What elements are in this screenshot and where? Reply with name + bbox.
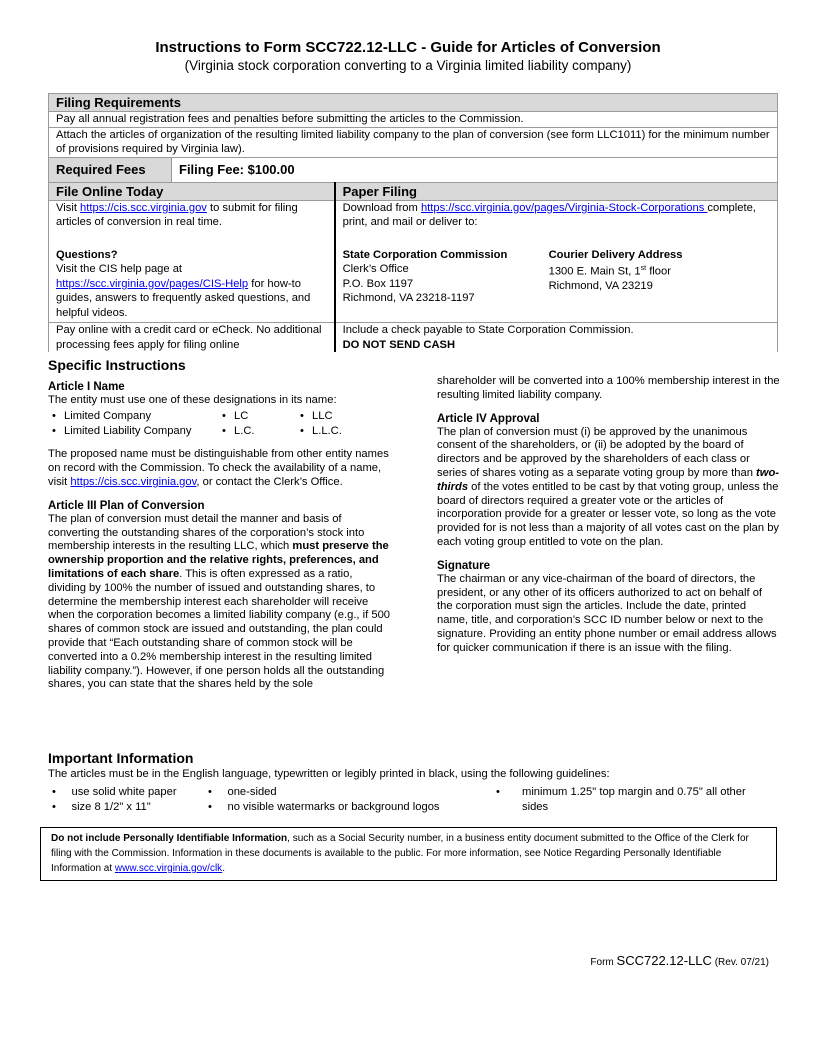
name-availability-link[interactable]: https://cis.scc.virginia.gov — [70, 475, 197, 488]
scc-heading: State Corporation Commission — [342, 248, 508, 261]
signature-paragraph: The chairman or any vice-chairman of the board of directors, the president, or any other of its officers authorized to act on behalf of the corporation must sign the articles. Include the date, printed name, title, and corporation’s SCC ID number below or next to the signature. Providing an entity phone number or email address allows for quicker communication if there is an issue with the filing. — [437, 572, 777, 654]
page-title: Instructions to Form SCC722.12-LLC - Guide for Articles of Conversion — [155, 39, 661, 56]
scc-line2: P.O. Box 1197 — [342, 277, 414, 290]
paper-text-pre: Download from — [342, 201, 421, 214]
designation-item: L.L.C. — [312, 424, 342, 437]
designation-item: LLC — [312, 409, 333, 422]
important-information-heading: Important Information — [48, 750, 194, 766]
paper-text-post: complete, print, and mail or deliver to: — [342, 201, 756, 228]
file-online-body — [49, 200, 335, 323]
clerk-link[interactable]: www.scc.virginia.gov/clk — [114, 863, 223, 874]
article-4-heading: Article IV Approval — [437, 412, 540, 425]
designation-item: Limited Company — [64, 409, 152, 422]
courier-line2: Richmond, VA 23219 — [548, 280, 653, 293]
guideline-item: • use solid white paper — [52, 785, 212, 800]
paper-payment-note — [335, 323, 778, 353]
filing-requirements-heading: Filing Requirements — [49, 94, 778, 112]
paper-check-text: Include a check payable to State Corporation Commission. — [342, 324, 634, 336]
left-column — [48, 380, 393, 701]
scc-address — [343, 248, 533, 306]
article-4-paragraph: The plan of conversion must (i) be approved by the unanimous consent of the shareholders, or (ii) be adopted by the board of directors and be approved by the shareholders of each class or series of shares voting as a separate voting group by more than two-thirds of the votes entitled to be cast by that voting group, unless the board of directors required a greater vote or the articles of incorporation provide for a greater or lesser vote, so long as the vote provided for is not less than a majority of all votes cast on the plan by each voting group entitled to vote on the plan. — [437, 425, 780, 548]
form-footer: Form SCC722.12-LLC (Rev. 07/21) — [590, 953, 769, 968]
pii-notice: Do not include Personally Identifiable Information, such as a Social Security number, in a business entity document submitted to the Office of the Clerk for filing with the Commission. Information in these documents is available to the public. For more information, see Notice Regarding Personally Identifiable Information at www.scc.virginia.gov/clk. — [40, 827, 777, 881]
questions-text-pre: Visit the CIS help page at — [56, 263, 183, 275]
paper-filing-heading: Paper Filing — [335, 182, 778, 200]
right-column — [437, 375, 780, 665]
designation-item: LC — [234, 409, 249, 422]
courier-line1: 1300 E. Main St, 1st floor — [548, 265, 671, 278]
article-3-heading: Article III Plan of Conversion — [48, 499, 205, 512]
article-3-paragraph: The plan of conversion must detail the manner and basis of converting the outstanding shares of the corporation’s stock into membership interests in the resulting LLC, which must preserve the ownership proportion and the relative rights, preferences, and limitations of each share. This is often expressed as a ratio, dividing by 100% the number of issued and outstanding shares, to determine the membership interest each shareholder will receive when the corporation becomes a limited liability company (e.g., if 500 shares of common stock are issued and outstanding, the plan could provide that “Each outstanding share of common stock will be converted into a 0.2% membership interest in the resulting limited liability company.”). However, if one person holds all the outstanding shares, you can state that the shares held by the sole — [48, 512, 391, 691]
questions-heading: Questions? — [56, 248, 118, 261]
signature-heading: Signature — [437, 559, 491, 572]
specific-instructions-heading: Specific Instructions — [48, 357, 186, 373]
article-1-paragraph: The proposed name must be distinguishable from other entity names on record with the Commission. To check the availability of a name, visit https://cis.scc.virginia.gov, or contact the Clerk’s Office. — [48, 448, 389, 488]
article-1-heading: Article I Name — [48, 381, 125, 393]
online-text-pre: Visit — [56, 201, 81, 214]
filing-requirements-table — [48, 93, 778, 352]
online-text-post: to submit for filing articles of conversion in real time. — [56, 201, 298, 228]
courier-heading: Courier Delivery Address — [548, 248, 683, 261]
guideline-item: • one-sided — [208, 785, 468, 800]
scc-line1: Clerk’s Office — [342, 263, 409, 275]
designation-item: Limited Liability Company — [64, 424, 192, 437]
article-3-continued: shareholder will be converted into a 100% membership interest in the resulting limited liability company. — [437, 375, 780, 401]
guideline-item: • size 8 1/2" x 11" — [52, 800, 212, 815]
requirement-2: Attach the articles of organization of the resulting limited liability company to the plan of conversion (see form LLC1011) for the minimum number of provisions required by Virginia law). — [49, 127, 778, 157]
guideline-item: • minimum 1.25" top margin and 0.75" all other sides — [496, 785, 766, 815]
designation-list — [52, 410, 393, 439]
cis-help-link[interactable]: https://scc.virginia.gov/pages/CIS-Help — [56, 277, 249, 290]
file-online-heading: File Online Today — [49, 182, 335, 200]
paper-filing-body — [335, 200, 778, 323]
page-subtitle: (Virginia stock corporation converting to a Virginia limited liability company) — [184, 58, 632, 73]
required-fees-label: Required Fees — [49, 157, 172, 182]
guideline-item: • no visible watermarks or background logos — [208, 800, 498, 815]
cis-link[interactable]: https://cis.scc.virginia.gov — [80, 201, 207, 214]
important-intro: The articles must be in the English language, typewritten or legibly printed in black, using the following guidelines: — [48, 768, 610, 780]
filing-fee-value: Filing Fee: $100.00 — [172, 157, 778, 182]
questions-text-post: for how-to guides, answers to frequently asked questions, and helpful videos. — [56, 277, 311, 319]
requirement-1: Pay all annual registration fees and penalties before submitting the articles to the Commission. — [49, 112, 778, 128]
paper-cash-warning: DO NOT SEND CASH — [342, 338, 456, 351]
designation-item: L.C. — [234, 424, 255, 437]
stock-corporations-link[interactable]: https://scc.virginia.gov/pages/Virginia-Stock-Corporations — [420, 201, 708, 214]
online-payment-note: Pay online with a credit card or eCheck. No additional processing fees apply for filing online — [49, 323, 335, 353]
article-1-intro: The entity must use one of these designations in its name: — [48, 394, 337, 406]
scc-line3: Richmond, VA 23218-1197 — [342, 292, 475, 304]
courier-address — [549, 248, 683, 306]
